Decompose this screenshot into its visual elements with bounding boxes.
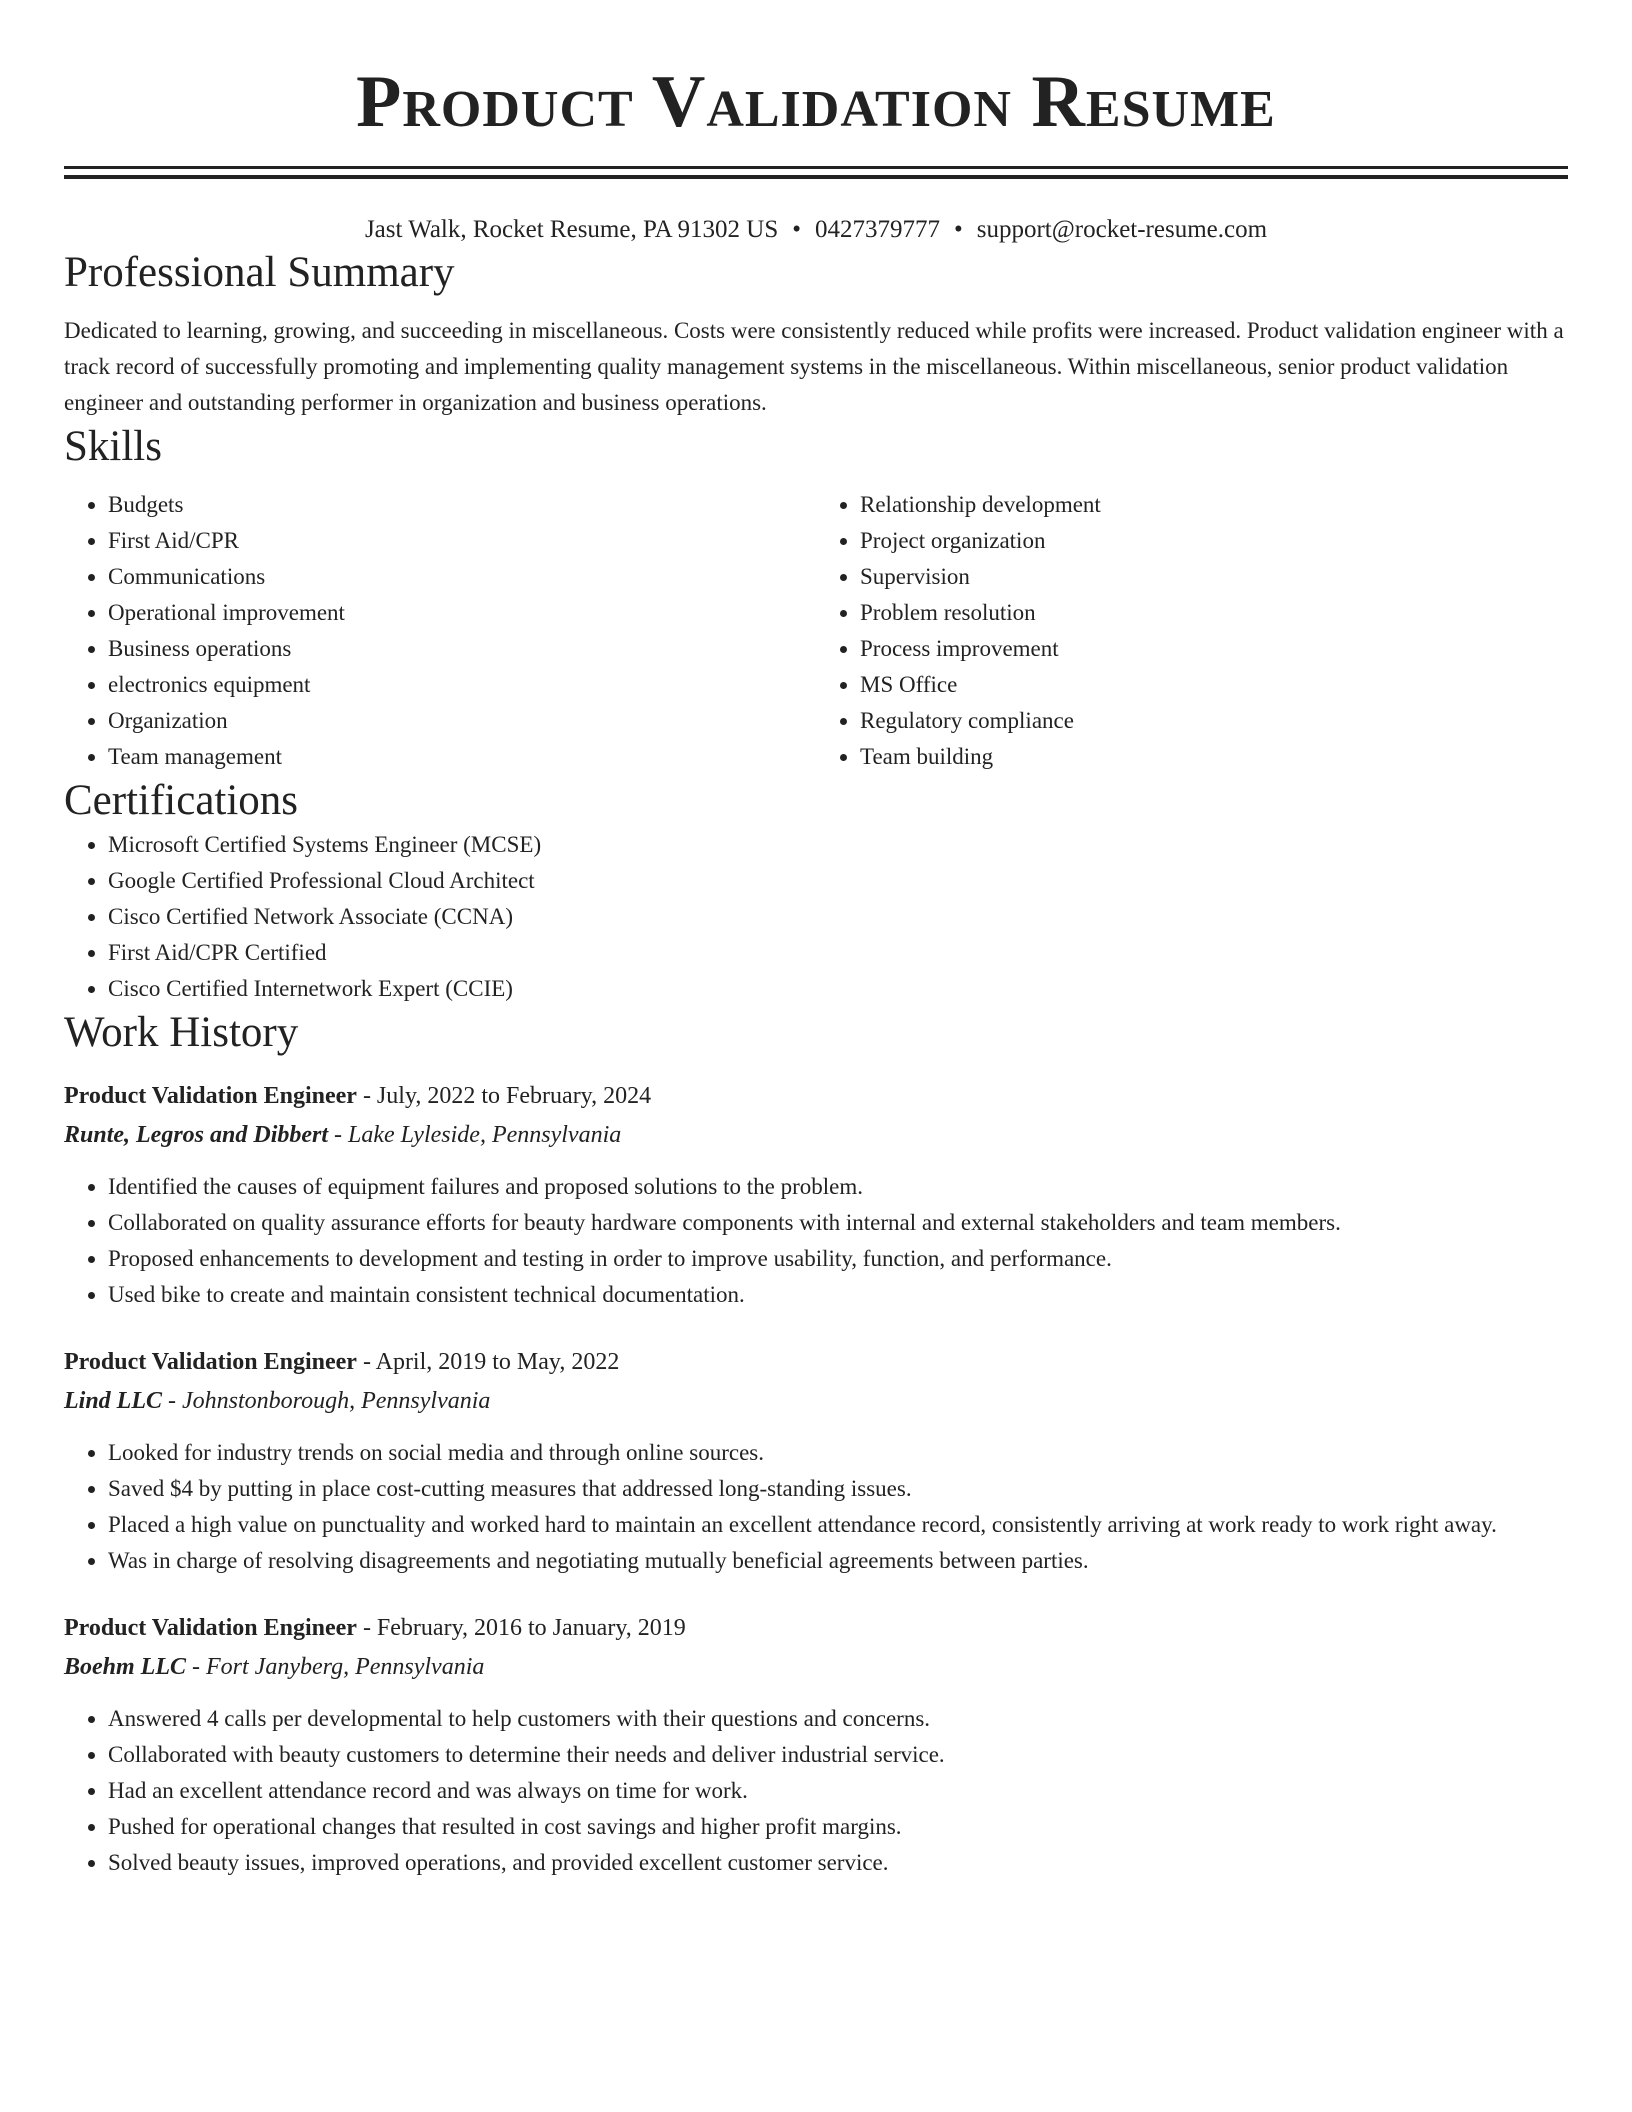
- certification-item: • First Aid/CPR Certified: [108, 935, 1568, 971]
- skill-item: • Regulatory compliance: [860, 703, 1568, 739]
- job-company: Runte, Legros and Dibbert: [64, 1122, 329, 1148]
- job-bullet: • Looked for industry trends on social media and through online sources.: [108, 1435, 1568, 1471]
- contact-email: support@rocket-resume.com: [976, 216, 1268, 243]
- job-company-line: [64, 1115, 1568, 1155]
- skill-item: • Operational improvement: [108, 595, 816, 631]
- skill-item: • First Aid/CPR: [108, 523, 816, 559]
- job-bullet: • Answered 4 calls per developmental to help customers with their questions and concerns.: [108, 1701, 1568, 1737]
- job-bullet: • Collaborated on quality assurance efforts for beauty hardware components with internal and external stakeholders and team members.: [108, 1205, 1568, 1241]
- skill-item: • Process improvement: [860, 631, 1568, 667]
- skills-columns: [64, 487, 1568, 775]
- job-bullet: • Collaborated with beauty customers to determine their needs and deliver industrial service.: [108, 1737, 1568, 1773]
- skill-item: • Problem resolution: [860, 595, 1568, 631]
- skill-item: • Communications: [108, 559, 816, 595]
- certifications-heading: Certifications: [64, 777, 299, 824]
- job-title: Product Validation Engineer: [64, 1615, 357, 1641]
- certification-item: • Cisco Certified Network Associate (CCNA): [108, 899, 1568, 935]
- job-location: - Fort Janyberg, Pennsylvania: [186, 1654, 485, 1680]
- job-company: Boehm LLC: [64, 1654, 187, 1680]
- job-entry: [64, 1609, 1568, 1881]
- job-bullets: [64, 1435, 1568, 1579]
- skills-heading: Skills: [64, 423, 162, 470]
- job-bullet: • Pushed for operational changes that resulted in cost savings and higher profit margins.: [108, 1809, 1568, 1845]
- skills-list-left: [64, 487, 816, 775]
- certification-item: • Cisco Certified Internetwork Expert (CCIE): [108, 971, 1568, 1007]
- job-bullet: • Had an excellent attendance record and was always on time for work.: [108, 1773, 1568, 1809]
- job-bullet: • Placed a high value on punctuality and worked hard to maintain an excellent attendance record, consistently arriving at work ready to work right away.: [108, 1507, 1568, 1543]
- certification-item: • Google Certified Professional Cloud Architect: [108, 863, 1568, 899]
- certifications-list: [64, 827, 1568, 1007]
- skill-item: • Budgets: [108, 487, 816, 523]
- job-bullet: • Proposed enhancements to development and testing in order to improve usability, function, and performance.: [108, 1241, 1568, 1277]
- job-bullet: • Saved $4 by putting in place cost-cutting measures that addressed long-standing issues.: [108, 1471, 1568, 1507]
- skill-item: • Organization: [108, 703, 816, 739]
- job-bullet: • Solved beauty issues, improved operations, and provided excellent customer service.: [108, 1845, 1568, 1881]
- title-divider-top: [64, 166, 1568, 169]
- job-company-line: [64, 1381, 1568, 1421]
- job-location: - Lake Lyleside, Pennsylvania: [328, 1122, 622, 1148]
- contact-separator: •: [792, 216, 801, 243]
- skill-item: • Team management: [108, 739, 816, 775]
- job-title-line: [64, 1343, 1568, 1381]
- contact-line: [64, 213, 1568, 247]
- job-title: Product Validation Engineer: [64, 1349, 357, 1375]
- job-dates: - April, 2019 to May, 2022: [356, 1349, 620, 1375]
- job-title-line: [64, 1609, 1568, 1647]
- job-company-line: [64, 1647, 1568, 1687]
- summary-heading: Professional Summary: [64, 249, 455, 296]
- job-bullet: • Identified the causes of equipment failures and proposed solutions to the problem.: [108, 1169, 1568, 1205]
- job-location: - Johnstonborough, Pennsylvania: [162, 1388, 491, 1414]
- resume-title: Product Validation Resume: [356, 61, 1276, 143]
- skills-list-right: [816, 487, 1568, 775]
- job-entry: [64, 1077, 1568, 1313]
- skill-item: • Business operations: [108, 631, 816, 667]
- job-bullet: • Used bike to create and maintain consistent technical documentation.: [108, 1277, 1568, 1313]
- job-title-line: [64, 1077, 1568, 1115]
- title-divider-bottom: [64, 175, 1568, 179]
- job-dates: - February, 2016 to January, 2019: [356, 1615, 686, 1641]
- skill-item: • Team building: [860, 739, 1568, 775]
- job-bullets: [64, 1169, 1568, 1313]
- certification-item: • Microsoft Certified Systems Engineer (MCSE): [108, 827, 1568, 863]
- contact-address: Jast Walk, Rocket Resume, PA 91302 US: [364, 216, 779, 243]
- skill-item: • Relationship development: [860, 487, 1568, 523]
- job-entry: [64, 1343, 1568, 1579]
- contact-phone: 0427379777: [814, 216, 940, 243]
- skill-item: • electronics equipment: [108, 667, 816, 703]
- job-company: Lind LLC: [64, 1388, 163, 1414]
- contact-separator: •: [953, 216, 963, 243]
- job-bullets: [64, 1701, 1568, 1881]
- job-title: Product Validation Engineer: [64, 1083, 357, 1109]
- skill-item: • Supervision: [860, 559, 1568, 595]
- job-dates: - July, 2022 to February, 2024: [356, 1083, 652, 1109]
- work-history-heading: Work History: [64, 1009, 299, 1056]
- skill-item: • MS Office: [860, 667, 1568, 703]
- skill-item: • Project organization: [860, 523, 1568, 559]
- job-bullet: • Was in charge of resolving disagreements and negotiating mutually beneficial agreements between parties.: [108, 1543, 1568, 1579]
- summary-text: Dedicated to learning, growing, and succeeding in miscellaneous. Costs were consistently reduced while profits were increased. Product validation engineer with a track record of successfully promoting and implementing quality management systems in the miscellaneous. Within miscellaneous, senior product validation engineer and outstanding performer in organization and business operations.: [64, 318, 1564, 415]
